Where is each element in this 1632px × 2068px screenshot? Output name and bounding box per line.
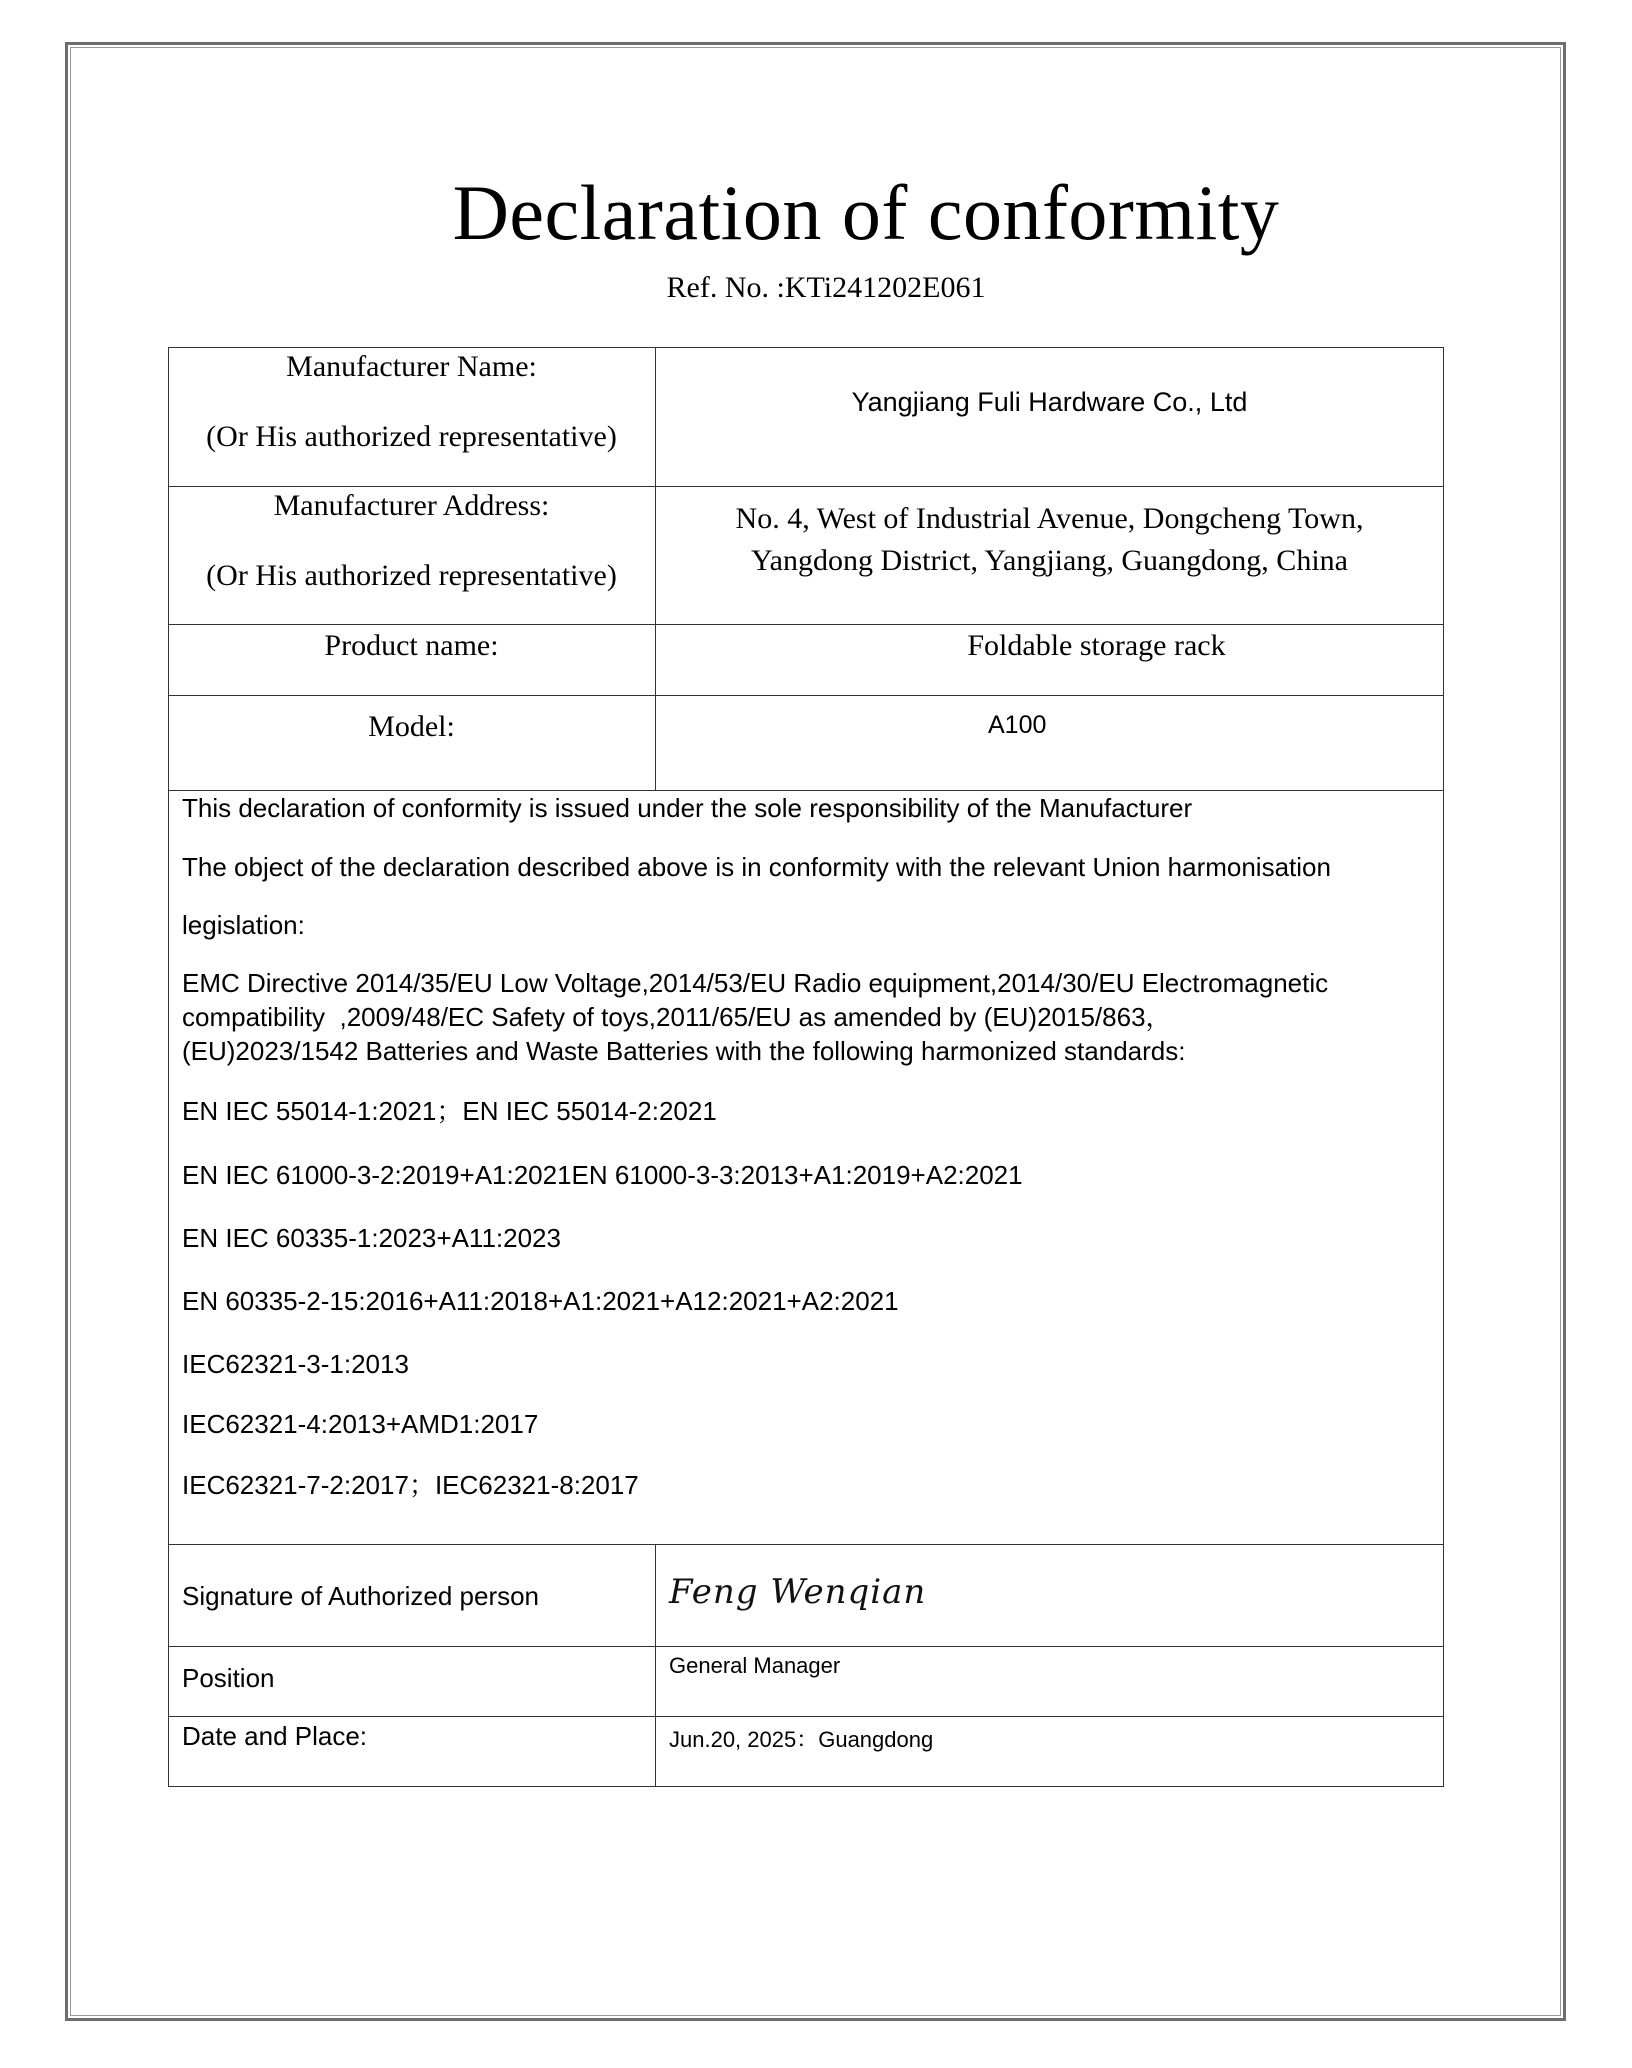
standard-item: EN IEC 60335-1:2023+A11:2023 [182,1223,561,1253]
position-value-cell [655,1646,1444,1716]
directives-line2: compatibility ,2009/48/EC Safety of toys,2011/65/EU as amended by (EU)2015/863， [182,1002,1172,1032]
manufacturer-name-sublabel: (Or His authorized representative) [206,420,617,453]
manufacturer-name-label-cell [168,347,655,486]
signature-value-cell [655,1544,1444,1646]
reference-number: Ref. No. :KTi241202E061 [666,271,986,304]
directives-line1: EMC Directive 2014/35/EU Low Voltage,2014/53/EU Radio equipment,2014/30/EU Electromagnetic [182,968,1329,998]
standard-item: EN IEC 55014-1:2021；EN IEC 55014-2:2021 [182,1096,717,1126]
signature-label-cell [168,1544,655,1646]
handwritten-signature: Feng Wenqian [669,1572,927,1612]
product-name-label: Product name: [324,629,499,662]
signature-label: Signature of Authorized person [182,1581,540,1611]
date-place-label-cell [168,1716,655,1787]
manufacturer-name-label: Manufacturer Name: [286,350,537,383]
product-name-label-cell [168,624,655,695]
position-label: Position [182,1663,275,1693]
standard-item: IEC62321-4:2013+AMD1:2017 [182,1409,539,1439]
standard-item: IEC62321-7-2:2017；IEC62321-8:2017 [182,1470,639,1500]
manufacturer-address-sublabel: (Or His authorized representative) [206,559,617,592]
declaration-body [168,790,1444,1544]
declaration-object-line1: The object of the declaration described above is in conformity with the relevant Union harmonisation [182,852,1331,882]
declaration-object-line2: legislation: [182,910,305,940]
standard-item: IEC62321-3-1:2013 [182,1349,409,1379]
manufacturer-address-label: Manufacturer Address: [273,489,550,522]
date-place-value-cell [655,1716,1444,1787]
manufacturer-address-line1: No. 4, West of Industrial Avenue, Dongcheng Town, [735,502,1364,535]
product-name-value: Foldable storage rack [967,629,1226,662]
date-place-value: Jun.20, 2025：Guangdong [669,1727,934,1752]
declaration-statement: This declaration of conformity is issued under the sole responsibility of the Manufacturer [182,793,1193,823]
directives-line3: (EU)2023/1542 Batteries and Waste Batteries with the following harmonized standards: [182,1036,1186,1066]
document-title: Declaration of conformity [452,169,1280,256]
model-label-cell [168,695,655,790]
model-value: A100 [988,711,1047,739]
manufacturer-address-line2: Yangdong District, Yangjiang, Guangdong, China [751,544,1348,577]
manufacturer-name-value-cell [655,347,1444,486]
product-name-value-cell [655,624,1444,695]
model-value-cell [655,695,1444,790]
manufacturer-address-value-cell [655,486,1444,624]
model-label: Model: [368,710,455,743]
position-value: General Manager [669,1653,841,1678]
date-place-label: Date and Place: [182,1721,368,1751]
standard-item: EN IEC 61000-3-2:2019+A1:2021EN 61000-3-3:2013+A1:2019+A2:2021 [182,1160,1023,1190]
standard-item: EN 60335-2-15:2016+A11:2018+A1:2021+A12:2021+A2:2021 [182,1286,899,1316]
manufacturer-address-label-cell [168,486,655,624]
position-label-cell [168,1646,655,1716]
manufacturer-name-value: Yangjiang Fuli Hardware Co., Ltd [851,387,1248,417]
